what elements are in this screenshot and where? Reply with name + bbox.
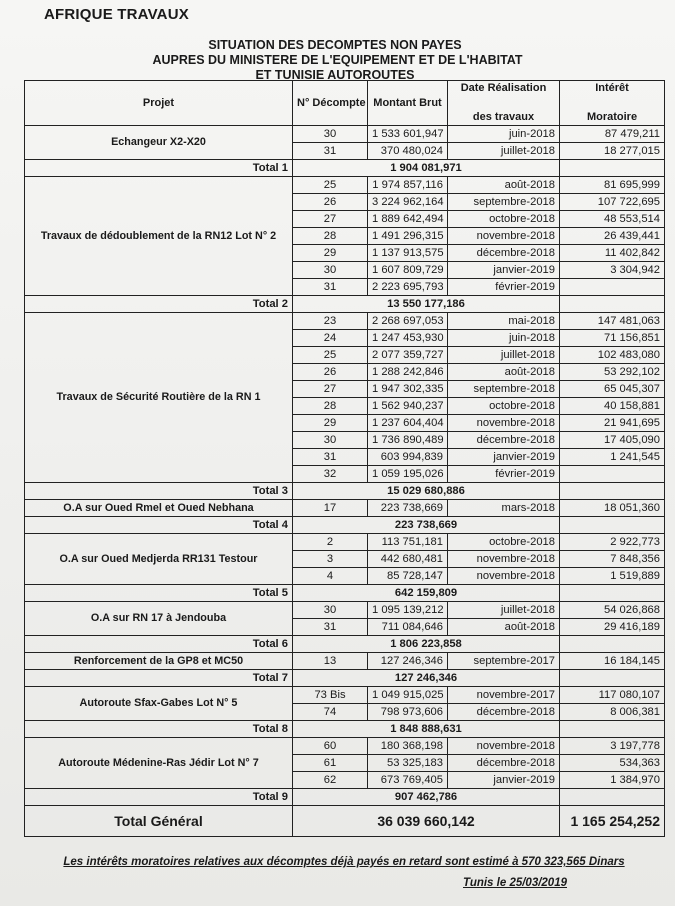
- date-realisation: août-2018: [448, 364, 560, 381]
- montant-brut: 1 736 890,489: [368, 432, 448, 449]
- project-name: O.A sur RN 17 à Jendouba: [25, 602, 293, 636]
- interet-moratoire: 7 848,356: [560, 551, 665, 568]
- montant-brut: 1 237 604,404: [368, 415, 448, 432]
- decompte-number: 17: [293, 500, 368, 517]
- decompte-number: 31: [293, 449, 368, 466]
- interet-moratoire: 117 080,107: [560, 687, 665, 704]
- total-interet-empty: [560, 670, 665, 687]
- date-realisation: septembre-2017: [448, 653, 560, 670]
- interet-moratoire: 65 045,307: [560, 381, 665, 398]
- total-label: Total 3: [25, 483, 293, 500]
- total-value: 13 550 177,186: [293, 296, 560, 313]
- date-realisation: novembre-2018: [448, 415, 560, 432]
- montant-brut: 1 049 915,025: [368, 687, 448, 704]
- montant-brut: 1 491 296,315: [368, 228, 448, 245]
- montant-brut: 223 738,669: [368, 500, 448, 517]
- total-row: [25, 296, 665, 313]
- header-interet-bottom: Moratoire: [586, 111, 638, 123]
- total-label: Total 9: [25, 789, 293, 806]
- footnote: Les intérêts moratoires relatives aux décomptes déjà payés en retard sont estimé à 570 323,565 Dinars: [63, 856, 625, 868]
- grand-total-interet: 1 165 254,252: [560, 806, 665, 837]
- date-realisation: juin-2018: [448, 126, 560, 143]
- decompte-number: 29: [293, 415, 368, 432]
- montant-brut: 673 769,405: [368, 772, 448, 789]
- decompte-number: 73 Bis: [293, 687, 368, 704]
- date-realisation: janvier-2019: [448, 262, 560, 279]
- date-realisation: mars-2018: [448, 500, 560, 517]
- project-name: Autoroute Médenine-Ras Jédir Lot N° 7: [25, 738, 293, 789]
- decompte-number: 30: [293, 262, 368, 279]
- montant-brut: 53 325,183: [368, 755, 448, 772]
- date-realisation: novembre-2018: [448, 551, 560, 568]
- header-interet-top: Intérêt: [595, 82, 629, 94]
- decompte-number: 29: [293, 245, 368, 262]
- total-row: [25, 636, 665, 653]
- company-name: AFRIQUE TRAVAUX: [44, 6, 189, 23]
- interet-moratoire: 3 304,942: [560, 262, 665, 279]
- date-realisation: mai-2018: [448, 313, 560, 330]
- decompte-number: 31: [293, 619, 368, 636]
- interet-moratoire: 18 277,015: [560, 143, 665, 160]
- interet-moratoire: 147 481,063: [560, 313, 665, 330]
- total-row: [25, 670, 665, 687]
- table-row: [25, 313, 665, 330]
- date-realisation: janvier-2019: [448, 449, 560, 466]
- total-interet-empty: [560, 517, 665, 534]
- total-interet-empty: [560, 721, 665, 738]
- montant-brut: 85 728,147: [368, 568, 448, 585]
- date-realisation: octobre-2018: [448, 534, 560, 551]
- interet-moratoire: 1 384,970: [560, 772, 665, 789]
- interet-moratoire: 1 519,889: [560, 568, 665, 585]
- decompte-number: 26: [293, 364, 368, 381]
- date-realisation: juillet-2018: [448, 347, 560, 364]
- montant-brut: 3 224 962,164: [368, 194, 448, 211]
- table-row: [25, 126, 665, 143]
- total-label: Total 7: [25, 670, 293, 687]
- decompte-number: 30: [293, 602, 368, 619]
- decompte-number: 61: [293, 755, 368, 772]
- decompte-number: 2: [293, 534, 368, 551]
- project-name: Autoroute Sfax-Gabes Lot N° 5: [25, 687, 293, 721]
- title-line-3: ET TUNISIE AUTOROUTES: [255, 68, 415, 82]
- date-realisation: novembre-2018: [448, 738, 560, 755]
- date-realisation: décembre-2018: [448, 432, 560, 449]
- interet-moratoire: 81 695,999: [560, 177, 665, 194]
- interet-moratoire: 18 051,360: [560, 500, 665, 517]
- date-realisation: septembre-2018: [448, 194, 560, 211]
- date-realisation: août-2018: [448, 177, 560, 194]
- date-realisation: septembre-2018: [448, 381, 560, 398]
- total-value: 127 246,346: [293, 670, 560, 687]
- montant-brut: 1 607 809,729: [368, 262, 448, 279]
- decompte-number: 62: [293, 772, 368, 789]
- project-name: O.A sur Oued Medjerda RR131 Testour: [25, 534, 293, 585]
- project-name: O.A sur Oued Rmel et Oued Nebhana: [25, 500, 293, 517]
- header-date-bottom: des travaux: [472, 111, 535, 123]
- decompte-number: 74: [293, 704, 368, 721]
- header-projet: Projet: [25, 81, 293, 126]
- montant-brut: 1 562 940,237: [368, 398, 448, 415]
- interet-moratoire: 26 439,441: [560, 228, 665, 245]
- header-interet: [560, 81, 665, 126]
- interet-moratoire: 1 241,545: [560, 449, 665, 466]
- decompte-number: 23: [293, 313, 368, 330]
- title-line-1: SITUATION DES DECOMPTES NON PAYES: [208, 38, 462, 52]
- decompte-number: 26: [293, 194, 368, 211]
- montant-brut: 2 223 695,793: [368, 279, 448, 296]
- project-name: Travaux de Sécurité Routière de la RN 1: [25, 313, 293, 483]
- total-row: [25, 517, 665, 534]
- montant-brut: 798 973,606: [368, 704, 448, 721]
- header-date-top: Date Réalisation: [460, 82, 547, 94]
- date-realisation: août-2018: [448, 619, 560, 636]
- decompte-number: 3: [293, 551, 368, 568]
- montant-brut: 711 084,646: [368, 619, 448, 636]
- total-label: Total 6: [25, 636, 293, 653]
- table-row: [25, 177, 665, 194]
- date-realisation: octobre-2018: [448, 398, 560, 415]
- grand-total-montant: 36 039 660,142: [293, 806, 560, 837]
- interet-moratoire: 53 292,102: [560, 364, 665, 381]
- total-interet-empty: [560, 585, 665, 602]
- interet-moratoire: 2 922,773: [560, 534, 665, 551]
- total-interet-empty: [560, 160, 665, 177]
- total-row: [25, 721, 665, 738]
- montant-brut: 2 077 359,727: [368, 347, 448, 364]
- decompte-number: 30: [293, 432, 368, 449]
- montant-brut: 1 247 453,930: [368, 330, 448, 347]
- interet-moratoire: 48 553,514: [560, 211, 665, 228]
- decompte-number: 13: [293, 653, 368, 670]
- montant-brut: 1 533 601,947: [368, 126, 448, 143]
- montant-brut: 113 751,181: [368, 534, 448, 551]
- interet-moratoire: 71 156,851: [560, 330, 665, 347]
- total-value: 15 029 680,886: [293, 483, 560, 500]
- decompte-number: 60: [293, 738, 368, 755]
- date-realisation: février-2019: [448, 279, 560, 296]
- header-montant: Montant Brut: [368, 81, 448, 126]
- interet-moratoire: 40 158,881: [560, 398, 665, 415]
- total-value: 1 848 888,631: [293, 721, 560, 738]
- interet-moratoire: [560, 466, 665, 483]
- montant-brut: 1 889 642,494: [368, 211, 448, 228]
- total-value: 1 904 081,971: [293, 160, 560, 177]
- date-realisation: octobre-2018: [448, 211, 560, 228]
- interet-moratoire: 3 197,778: [560, 738, 665, 755]
- montant-brut: 127 246,346: [368, 653, 448, 670]
- decompte-number: 28: [293, 398, 368, 415]
- decompte-number: 32: [293, 466, 368, 483]
- project-name: Echangeur X2-X20: [25, 126, 293, 160]
- total-value: 642 159,809: [293, 585, 560, 602]
- total-row: [25, 789, 665, 806]
- decompte-number: 27: [293, 211, 368, 228]
- montant-brut: 1 059 195,026: [368, 466, 448, 483]
- interet-moratoire: 21 941,695: [560, 415, 665, 432]
- title-line-2: AUPRES DU MINISTERE DE L'EQUIPEMENT ET DE L'HABITAT: [152, 53, 523, 67]
- total-label: Total 8: [25, 721, 293, 738]
- decompte-number: 24: [293, 330, 368, 347]
- total-label: Total 2: [25, 296, 293, 313]
- date-realisation: novembre-2018: [448, 568, 560, 585]
- decompte-number: 31: [293, 279, 368, 296]
- interet-moratoire: 102 483,080: [560, 347, 665, 364]
- header-decompte: N° Décompte: [293, 81, 368, 126]
- date-realisation: juillet-2018: [448, 602, 560, 619]
- table-body: [25, 126, 665, 837]
- montant-brut: 442 680,481: [368, 551, 448, 568]
- interet-moratoire: 107 722,695: [560, 194, 665, 211]
- montant-brut: 1 974 857,116: [368, 177, 448, 194]
- table-row: [25, 500, 665, 517]
- date-realisation: décembre-2018: [448, 755, 560, 772]
- montant-brut: 370 480,024: [368, 143, 448, 160]
- interet-moratoire: 54 026,868: [560, 602, 665, 619]
- total-interet-empty: [560, 789, 665, 806]
- table-header-row: [25, 81, 665, 126]
- interet-moratoire: [560, 279, 665, 296]
- total-label: Total 4: [25, 517, 293, 534]
- project-name: Travaux de dédoublement de la RN12 Lot N° 2: [25, 177, 293, 296]
- total-value: 1 806 223,858: [293, 636, 560, 653]
- interet-moratoire: 534,363: [560, 755, 665, 772]
- decompte-number: 30: [293, 126, 368, 143]
- montant-brut: 603 994,839: [368, 449, 448, 466]
- grand-total-label: Total Général: [25, 806, 293, 837]
- decomptes-table: [24, 80, 665, 837]
- total-value: 223 738,669: [293, 517, 560, 534]
- date-realisation: juin-2018: [448, 330, 560, 347]
- date-realisation: juillet-2018: [448, 143, 560, 160]
- date-realisation: janvier-2019: [448, 772, 560, 789]
- total-interet-empty: [560, 636, 665, 653]
- decompte-number: 25: [293, 347, 368, 364]
- total-interet-empty: [560, 483, 665, 500]
- date-realisation: novembre-2018: [448, 228, 560, 245]
- total-row: [25, 160, 665, 177]
- interet-moratoire: 11 402,842: [560, 245, 665, 262]
- total-value: 907 462,786: [293, 789, 560, 806]
- montant-brut: 1 095 139,212: [368, 602, 448, 619]
- montant-brut: 1 137 913,575: [368, 245, 448, 262]
- total-label: Total 5: [25, 585, 293, 602]
- decompte-number: 25: [293, 177, 368, 194]
- interet-moratoire: 29 416,189: [560, 619, 665, 636]
- table-row: [25, 738, 665, 755]
- date-realisation: décembre-2018: [448, 704, 560, 721]
- montant-brut: 1 288 242,846: [368, 364, 448, 381]
- montant-brut: 2 268 697,053: [368, 313, 448, 330]
- total-label: Total 1: [25, 160, 293, 177]
- date-realisation: novembre-2017: [448, 687, 560, 704]
- project-name: Renforcement de la GP8 et MC50: [25, 653, 293, 670]
- interet-moratoire: 87 479,211: [560, 126, 665, 143]
- grand-total-row: [25, 806, 665, 837]
- date-realisation: février-2019: [448, 466, 560, 483]
- montant-brut: 180 368,198: [368, 738, 448, 755]
- total-row: [25, 585, 665, 602]
- interet-moratoire: 17 405,090: [560, 432, 665, 449]
- table-row: [25, 602, 665, 619]
- interet-moratoire: 8 006,381: [560, 704, 665, 721]
- table-row: [25, 687, 665, 704]
- header-date: [448, 81, 560, 126]
- interet-moratoire: 16 184,145: [560, 653, 665, 670]
- table-row: [25, 534, 665, 551]
- table-row: [25, 653, 665, 670]
- total-row: [25, 483, 665, 500]
- decompte-number: 4: [293, 568, 368, 585]
- date-line: Tunis le 25/03/2019: [463, 877, 567, 889]
- total-interet-empty: [560, 296, 665, 313]
- decompte-number: 27: [293, 381, 368, 398]
- montant-brut: 1 947 302,335: [368, 381, 448, 398]
- decompte-number: 31: [293, 143, 368, 160]
- date-realisation: décembre-2018: [448, 245, 560, 262]
- decompte-number: 28: [293, 228, 368, 245]
